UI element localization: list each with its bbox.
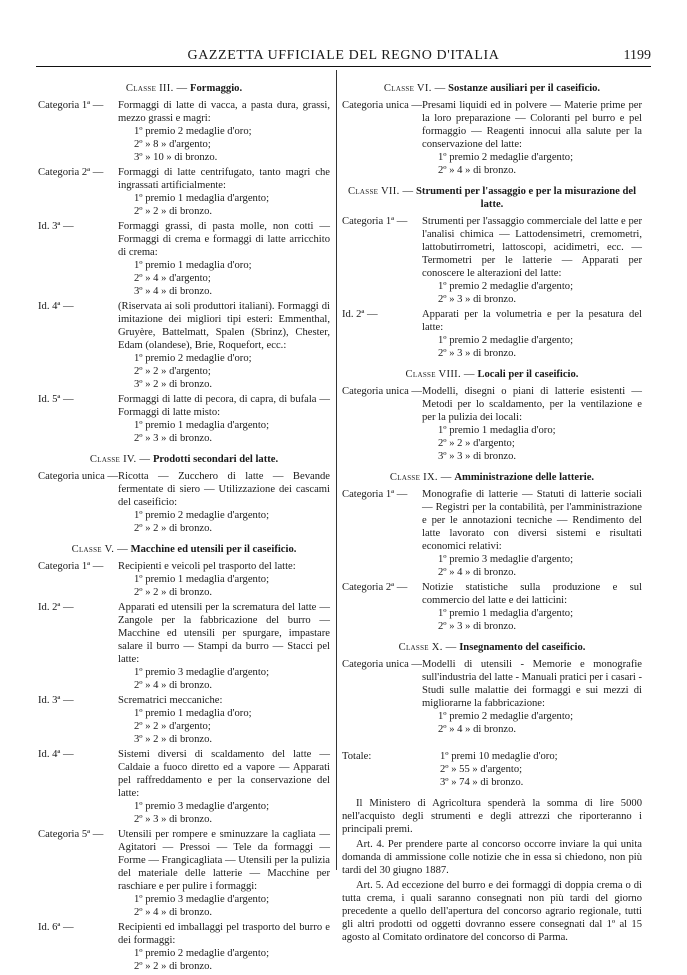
prize-line: 3º » 4 » di bronzo. (134, 286, 213, 297)
prize-line: 2º » 55 » d'argento; (440, 764, 523, 775)
category-label: Categoria unica — (342, 659, 423, 670)
section-heading: Classe IX. — Amministrazione delle latterie. (389, 472, 595, 483)
category-description: Scrematrici meccaniche: (118, 695, 223, 706)
prize-line: 2º » 4 » di bronzo. (134, 907, 213, 918)
entry-body (118, 99, 330, 164)
prize-line: 1º premio 1 medaglia d'argento; (134, 420, 270, 431)
entry-body (118, 694, 330, 746)
category-entry (38, 300, 330, 391)
section-heading: Classe V. — Macchine ed utensili per il caseificio. (71, 544, 297, 555)
category-label: Categoria 1ª — (342, 489, 408, 500)
category-label: Id. 4ª — (38, 749, 74, 760)
section-heading: Classe VII. — Strumenti per l'assaggio e per la misurazione del latte. (347, 186, 637, 210)
category-label: Categoria 2ª — (342, 582, 408, 593)
category-label: Categoria unica — (38, 471, 119, 482)
prize-line: 2º » 2 » di bronzo. (134, 587, 213, 598)
category-entry (342, 308, 642, 360)
prize-line: 1º premio 3 medaglie d'argento; (134, 801, 270, 812)
category-entry (38, 921, 330, 973)
category-label: Categoria unica — (342, 386, 423, 397)
category-label: Id. 3ª — (38, 695, 74, 706)
prize-line: 2º » 3 » di bronzo. (438, 294, 517, 305)
prize-line: 1º premio 1 medaglia d'oro; (438, 425, 556, 436)
entry-body (118, 601, 330, 692)
category-entry (342, 385, 642, 463)
paragraph-art-4: Art. 4. Per prendere parte al concorso occorre inviare la qui unita domanda di ammissione colle notizie che in essa si chiedono, non più tardi del 30 giugno 1887. (342, 839, 642, 876)
category-entry (342, 488, 642, 579)
category-description: Sistemi diversi di scaldamento del latte — Caldaie a fuoco diretto ed a vapore — Apparati pel raffreddamento e per la conservazione del latte: (118, 749, 330, 799)
entry-body (422, 488, 642, 579)
category-label: Categoria 1ª — (38, 100, 104, 111)
prize-line: 2º » 8 » d'argento; (134, 139, 211, 150)
category-label: Id. 3ª — (38, 221, 74, 232)
prize-line: 3º » 2 » di bronzo. (134, 379, 213, 390)
page-number: 1199 (623, 48, 651, 63)
left-column (38, 80, 330, 975)
category-label: Categoria unica — (342, 100, 423, 111)
category-description: Utensili per rompere e sminuzzare la cagliata — Agitatori — Pressoi — Tele da formaggi — Forme — Frangicagliata — Utensili per la pulizia del materiale delle latterie — Macchine per raschiare e per pulire i formaggi: (118, 829, 330, 892)
category-entry (38, 748, 330, 826)
prize-line: 2º » 2 » di bronzo. (134, 523, 213, 534)
category-label: Categoria 2ª — (38, 167, 104, 178)
entry-body (118, 828, 330, 919)
prize-line: 2º » 2 » di bronzo. (134, 961, 213, 972)
prize-line: 2º » 2 » d'argento; (134, 721, 211, 732)
category-label: Id. 4ª — (38, 301, 74, 312)
category-description: Modelli di utensili - Memorie e monografie sull'industria del latte - Manuali pratici per i casari - Studi sulle malattie dei formaggi e sui mezzi di migliorarne la fabbricazione: (422, 659, 642, 709)
category-label: Id. 2ª — (38, 602, 74, 613)
prize-line: 2º » 4 » d'argento; (134, 273, 211, 284)
category-entry (342, 99, 642, 177)
category-entry (342, 215, 642, 306)
prize-line: 2º » 4 » di bronzo. (134, 680, 213, 691)
category-entry (38, 470, 330, 535)
prize-line: 1º premio 2 medaglie d'argento; (134, 948, 270, 959)
prize-line: 1º premio 1 medaglia d'argento; (438, 608, 574, 619)
prize-line: 1º premio 2 medaglie d'argento; (438, 281, 574, 292)
page-header (36, 48, 651, 66)
column-divider (336, 70, 337, 870)
category-entry (342, 658, 642, 736)
entry-body (118, 393, 330, 445)
category-description: Recipienti e veicoli pel trasporto del latte: (118, 561, 296, 572)
entry-body (422, 99, 642, 177)
category-description: Formaggi grassi, di pasta molle, non cotti — Formaggi di crema e formaggi di latte arricchito di crema: (118, 221, 330, 258)
entry-body (118, 560, 330, 599)
prize-line: 2º » 3 » di bronzo. (438, 621, 517, 632)
paragraph-art-5: Art. 5. Ad eccezione del burro e dei formaggi di doppia crema o di tutta crema, i quali saranno consegnati non più tardi del giorno precedente a quello dell'apertura del concorso agrario regionale, tutti gli altri prodotti od oggetti dovranno essere consegnati dal 1º al 15 agosto al Comitato ordinatore del concorso di Parma. (342, 880, 642, 943)
prize-line: 2º » 4 » di bronzo. (438, 567, 517, 578)
category-entry (38, 828, 330, 919)
category-label: Id. 5ª — (38, 394, 74, 405)
gazette-title: GAZZETTA UFFICIALE DEL REGNO D'ITALIA (187, 48, 500, 63)
entry-body (118, 921, 330, 973)
prize-line: 1º premio 2 medaglie d'argento; (438, 335, 574, 346)
prize-line: 1º premio 3 medaglie d'argento; (134, 667, 270, 678)
entry-body (422, 581, 642, 633)
entry-body (422, 385, 642, 463)
category-description: Apparati per la volumetria e per la pesatura del latte: (422, 309, 642, 333)
entry-body (422, 658, 642, 736)
section-heading: Classe VIII. — Locali per il caseificio. (405, 369, 579, 380)
prize-line: 2º » 3 » di bronzo. (134, 814, 213, 825)
prize-line: 1º premio 2 medaglie d'oro; (134, 353, 252, 364)
prize-line: 2º » 4 » di bronzo. (438, 724, 517, 735)
prize-line: 2º » 3 » di bronzo. (134, 433, 213, 444)
category-entry (38, 220, 330, 298)
prize-line: 1º premio 1 medaglia d'argento; (134, 193, 270, 204)
prize-line: 3º » 74 » di bronzo. (440, 777, 524, 788)
entry-body (118, 470, 330, 535)
prize-line: 2º » 2 » d'argento; (438, 438, 515, 449)
category-description: Modelli, disegni o piani di latterie esistenti — Metodi per lo scaldamento, per la ventilazione e per la pulizia dei locali: (422, 386, 642, 423)
header-rule (36, 66, 651, 67)
prize-line: 1º premi 10 medaglie d'oro; (440, 751, 558, 762)
prize-line: 1º premio 2 medaglie d'oro; (134, 126, 252, 137)
section-heading: Classe VI. — Sostanze ausiliari per il caseificio. (383, 83, 601, 94)
category-description: Strumenti per l'assaggio commerciale del latte e per l'analisi chimica — Lattodensimetri, cremometri, lattobutirrometri, lattoscopi, acidimetri, ecc. — Termometri per le latterie — Apparati per conoscere le alterazioni del latte: (422, 216, 642, 279)
section-heading: Classe X. — Insegnamento del caseificio. (398, 642, 586, 653)
prize-line: 2º » 4 » di bronzo. (438, 165, 517, 176)
category-entry (38, 601, 330, 692)
category-label: Id. 2ª — (342, 309, 378, 320)
category-description: Formaggi di latte di pecora, di capra, di bufala — Formaggi di latte misto: (118, 394, 330, 418)
category-description: (Riservata ai soli produttori italiani). Formaggi di imitazione dei migliori tipi esteri: Emmenthal, Gruyère, Battelmatt, Spalen (Sbrinz), Chester, Edam (olandese), Brie, Roquefort, ecc.: (118, 301, 330, 351)
entry-body (422, 215, 642, 306)
paragraph-ministero: Il Ministero di Agricoltura spenderà la somma di lire 5000 nell'acquisto degli strumenti e degli attrezzi che riporteranno i principali premi. (342, 798, 642, 835)
entry-body (422, 308, 642, 360)
category-description: Apparati ed utensili per la scrematura del latte — Zangole per la fabbricazione del burro — Macchine ed utensili per spurgare, impastare salare il burro — Stampi da burro — Stacci pel latte: (118, 602, 330, 665)
prize-line: 1º premio 2 medaglie d'argento; (134, 510, 270, 521)
prize-line: 1º premio 3 medaglie d'argento; (134, 894, 270, 905)
prize-line: 1º premio 1 medaglia d'oro; (134, 260, 252, 271)
totals-entry (342, 750, 642, 789)
prize-line: 1º premio 1 medaglia d'argento; (134, 574, 270, 585)
prize-line: 2º » 2 » di bronzo. (134, 206, 213, 217)
section-heading: Classe IV. — Prodotti secondari del latte. (89, 454, 279, 465)
category-description: Recipienti ed imballaggi pel trasporto del burro e dei formaggi: (118, 922, 330, 946)
category-description: Formaggi di latte centrifugato, tanto magri che ingrassati artificialmente: (118, 167, 330, 191)
entry-body (424, 750, 642, 789)
category-entry (342, 581, 642, 633)
category-description: Formaggi di latte di vacca, a pasta dura, grassi, mezzo grassi e magri: (118, 100, 330, 124)
category-description: Ricotta — Zucchero di latte — Bevande fermentate di siero — Utilizzazione dei cascami del caseificio: (118, 471, 330, 508)
prize-line: 2º » 2 » d'argento; (134, 366, 211, 377)
category-label: Categoria 1ª — (342, 216, 408, 227)
entry-body (118, 748, 330, 826)
category-description: Presami liquidi ed in polvere — Materie prime per la loro preparazione — Coloranti pel burro e pel formaggio — Reagenti innocui alla salute per la conservazione del latte: (422, 100, 642, 150)
section-heading: Classe III. — Formaggio. (125, 83, 243, 94)
prize-line: 1º premio 1 medaglia d'oro; (134, 708, 252, 719)
category-description: Monografie di latterie — Statuti di latterie sociali — Registri per la contabilità, per l'amministrazione e per le annotazioni tecniche — Rendimento del latte lavorato con diversi sistemi e risultati economici relativi: (422, 489, 642, 552)
right-column (342, 80, 642, 946)
entry-body (118, 300, 330, 391)
category-label: Categoria 5ª — (38, 829, 104, 840)
totals-label: Totale: (342, 751, 372, 762)
category-entry (38, 393, 330, 445)
prize-line: 1º premio 2 medaglie d'argento; (438, 152, 574, 163)
category-entry (38, 166, 330, 218)
category-label: Id. 6ª — (38, 922, 74, 933)
prize-line: 3º » 10 » di bronzo. (134, 152, 218, 163)
prize-line: 3º » 2 » di bronzo. (134, 734, 213, 745)
category-entry (38, 99, 330, 164)
category-description: Notizie statistiche sulla produzione e sul commercio del latte e dei latticini: (422, 582, 642, 606)
prize-line: 1º premio 3 medaglie d'argento; (438, 554, 574, 565)
entry-body (118, 166, 330, 218)
category-label: Categoria 1ª — (38, 561, 104, 572)
prize-line: 3º » 3 » di bronzo. (438, 451, 517, 462)
category-entry (38, 560, 330, 599)
prize-line: 1º premio 2 medaglie d'argento; (438, 711, 574, 722)
entry-body (118, 220, 330, 298)
category-entry (38, 694, 330, 746)
prize-line: 2º » 3 » di bronzo. (438, 348, 517, 359)
